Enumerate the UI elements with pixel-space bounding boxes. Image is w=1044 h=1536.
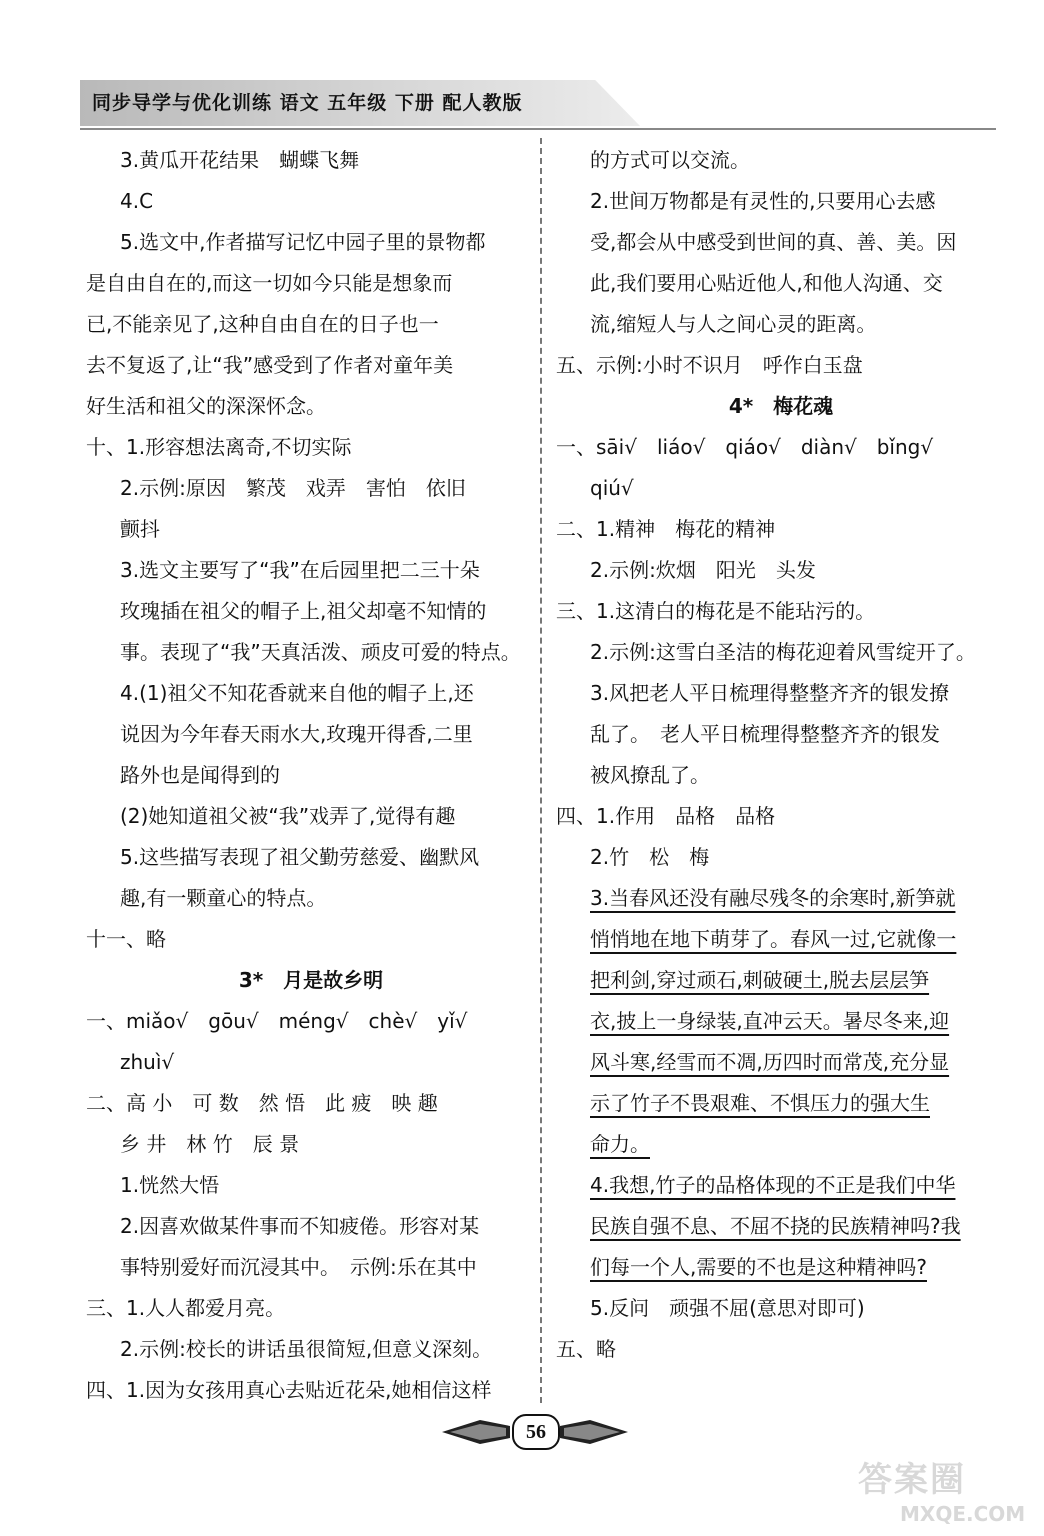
- answer-line-text: 2.因喜欢做某件事而不知疲倦。形容对某: [120, 1214, 480, 1238]
- answer-line-text: 3.风把老人平日梳理得整整齐齐的银发撩: [590, 681, 950, 705]
- answer-line-text: 2.示例:这雪白圣洁的梅花迎着风雪绽开了。: [590, 640, 976, 664]
- answer-line: [556, 1165, 1006, 1206]
- answer-line-text: 此,我们要用心贴近他人,和他人沟通、交: [590, 271, 943, 295]
- answer-line: [556, 1288, 1006, 1329]
- answer-line-text: 5.这些描写表现了祖父勤劳慈爱、幽默风: [120, 845, 480, 869]
- answer-line: [86, 1124, 536, 1165]
- answer-line: [86, 632, 536, 673]
- answer-line-text: 一、sāi√ liáo√ qiáo√ diàn√ bǐng√: [556, 435, 934, 459]
- answer-line-text: 流,缩短人与人之间心灵的距离。: [590, 312, 877, 336]
- column-divider: [540, 138, 542, 1403]
- answer-line: [556, 1206, 1006, 1247]
- answer-line-text: (2)她知道祖父被“我”戏弄了,觉得有趣: [120, 804, 456, 828]
- answer-line-text: 已,不能亲见了,这种自由自在的日子也一: [86, 312, 439, 336]
- answer-line-text: 2.世间万物都是有灵性的,只要用心去感: [590, 189, 936, 213]
- answer-line-text: 3* 月是故乡明: [238, 968, 384, 992]
- answer-line-text: 四、1.作用 品格 品格: [556, 804, 776, 828]
- answer-line: [86, 550, 536, 591]
- answer-line-text: 乡 井 林 竹 辰 景: [120, 1132, 300, 1156]
- answer-line: [86, 591, 536, 632]
- answer-line-text: 二、1.精神 梅花的精神: [556, 517, 776, 541]
- answer-line: [86, 837, 536, 878]
- answer-line: [556, 714, 1006, 755]
- answer-line: [86, 1165, 536, 1206]
- watermark-url: MXQE.COM: [900, 1502, 1026, 1526]
- answer-line: [556, 263, 1006, 304]
- answer-line: [86, 222, 536, 263]
- answer-line: [86, 1001, 536, 1042]
- answer-line: [556, 1329, 1006, 1370]
- answer-line-text: 乱了。 老人平日梳理得整整齐齐的银发: [590, 722, 940, 746]
- answer-line: [86, 1083, 536, 1124]
- answer-line-text: 受,都会从中感受到世间的真、善、美。因: [590, 230, 957, 254]
- answer-line-text: 2.示例:校长的讲话虽很简短,但意义深刻。: [120, 1337, 493, 1361]
- answer-line-text: zhuì√: [120, 1050, 175, 1074]
- answer-line-text: 2.示例:炊烟 阳光 头发: [590, 558, 816, 582]
- answer-line-text: 民族自强不息、不屈不挠的民族精神吗?我: [590, 1214, 961, 1238]
- answer-line-text: 示了竹子不畏艰难、不惧压力的强大生: [590, 1091, 930, 1115]
- answer-line: [86, 1247, 536, 1288]
- answer-line-text: qiú√: [590, 476, 634, 500]
- answer-line: [556, 1247, 1006, 1288]
- answer-line-text: 3.黄瓜开花结果 蝴蝶飞舞: [120, 148, 360, 172]
- answer-line-text: 5.选文中,作者描写记忆中园子里的景物都: [120, 230, 486, 254]
- answer-line: [86, 1288, 536, 1329]
- answer-line: [556, 222, 1006, 263]
- watermark-logo: 答案圈: [858, 1460, 966, 1500]
- answer-line: [556, 837, 1006, 878]
- answer-line: [86, 673, 536, 714]
- answer-line-text: 5.反问 顽强不屈(意思对即可): [590, 1296, 865, 1320]
- answer-line: [86, 796, 536, 837]
- answer-line: [86, 1042, 536, 1083]
- answer-line: [556, 468, 1006, 509]
- answer-line: [556, 796, 1006, 837]
- answer-line: [556, 632, 1006, 673]
- answer-line-text: 路外也是闻得到的: [120, 763, 280, 787]
- answer-line: [556, 550, 1006, 591]
- answer-line: [86, 1206, 536, 1247]
- answer-line-text: 四、1.因为女孩用真心去贴近花朵,她相信这样: [86, 1378, 492, 1402]
- answer-line-text: 事特别爱好而沉浸其中。 示例:乐在其中: [120, 1255, 477, 1279]
- answer-line: [556, 304, 1006, 345]
- answer-line-text: 说因为今年春天雨水大,玫瑰开得香,二里: [120, 722, 473, 746]
- section-heading: [86, 960, 536, 1001]
- answer-line-text: 4.C: [120, 189, 154, 213]
- answer-line: [86, 181, 536, 222]
- answer-line-text: 4* 梅花魂: [728, 394, 834, 418]
- answer-line: [86, 714, 536, 755]
- right-column: [556, 140, 1006, 1370]
- answer-line-text: 趣,有一颗童心的特点。: [120, 886, 327, 910]
- answer-line: [556, 919, 1006, 960]
- answer-line-text: 三、1.人人都爱月亮。: [86, 1296, 286, 1320]
- answer-line-text: 悄悄地在地下萌芽了。春风一过,它就像一: [590, 927, 957, 951]
- answer-line: [86, 304, 536, 345]
- answer-line-text: 五、略: [556, 1337, 616, 1361]
- answer-line-text: 把利剑,穿过顽石,刺破硬土,脱去层层笋: [590, 968, 930, 992]
- answer-line-text: 颤抖: [120, 517, 160, 541]
- answer-line-text: 风斗寒,经雪而不凋,历四时而常茂,充分显: [590, 1050, 950, 1074]
- answer-line: [86, 878, 536, 919]
- answer-line-text: 五、示例:小时不识月 呼作白玉盘: [556, 353, 863, 377]
- answer-line-text: 3.选文主要写了“我”在后园里把二三十朵: [120, 558, 480, 582]
- page-number-ornament: [440, 1412, 630, 1452]
- answer-line-text: 衣,披上一身绿装,直冲云天。暑尽冬来,迎: [590, 1009, 950, 1033]
- answer-line: [556, 345, 1006, 386]
- answer-line-text: 的方式可以交流。: [590, 148, 750, 172]
- answer-line: [556, 673, 1006, 714]
- answer-line-text: 二、高 小 可 数 然 悟 此 疲 映 趣: [86, 1091, 438, 1115]
- answer-line: [556, 181, 1006, 222]
- answer-line: [86, 427, 536, 468]
- header-rule: [80, 128, 996, 130]
- answer-line-text: 1.恍然大悟: [120, 1173, 220, 1197]
- answer-line: [556, 427, 1006, 468]
- answer-line-text: 4.我想,竹子的品格体现的不正是我们中华: [590, 1173, 956, 1197]
- answer-line: [556, 755, 1006, 796]
- answer-line: [556, 140, 1006, 181]
- answer-line-text: 三、1.这清白的梅花是不能玷污的。: [556, 599, 876, 623]
- header-title: 同步导学与优化训练 语文 五年级 下册 配人教版: [92, 92, 523, 114]
- answer-line-text: 命力。: [590, 1132, 650, 1156]
- answer-line: [86, 386, 536, 427]
- answer-line: [556, 878, 1006, 919]
- answer-line-text: 是自由自在的,而这一切如今只能是想象而: [86, 271, 453, 295]
- answer-line: [556, 509, 1006, 550]
- answer-line-text: 玫瑰插在祖父的帽子上,祖父却毫不知情的: [120, 599, 487, 623]
- answer-line-text: 4.(1)祖父不知花香就来自他的帽子上,还: [120, 681, 474, 705]
- left-column: [86, 140, 536, 1411]
- answer-line: [556, 591, 1006, 632]
- answer-line-text: 被风撩乱了。: [590, 763, 710, 787]
- answer-line: [86, 509, 536, 550]
- answer-line-text: 2.示例:原因 繁茂 戏弄 害怕 依旧: [120, 476, 466, 500]
- answer-line-text: 一、miǎo√ gōu√ méng√ chè√ yǐ√: [86, 1009, 468, 1033]
- answer-line: [86, 1370, 536, 1411]
- answer-line: [556, 1042, 1006, 1083]
- answer-line: [556, 960, 1006, 1001]
- answer-line: [86, 345, 536, 386]
- answer-line: [556, 1001, 1006, 1042]
- section-heading: [556, 386, 1006, 427]
- answer-line-text: 十、1.形容想法离奇,不切实际: [86, 435, 352, 459]
- answer-line-text: 十一、略: [86, 927, 166, 951]
- answer-line: [86, 919, 536, 960]
- answer-line: [86, 1329, 536, 1370]
- answer-line: [86, 140, 536, 181]
- answer-line: [556, 1083, 1006, 1124]
- answer-line-text: 3.当春风还没有融尽残冬的余寒时,新笋就: [590, 886, 956, 910]
- answer-line-text: 事。表现了“我”天真活泼、顽皮可爱的特点。: [120, 640, 521, 664]
- answer-line-text: 去不复返了,让“我”感受到了作者对童年美: [86, 353, 454, 377]
- answer-line: [86, 263, 536, 304]
- answer-line-text: 们每一个人,需要的不也是这种精神吗?: [590, 1255, 927, 1279]
- page-number: 56: [512, 1414, 560, 1450]
- answer-line: [556, 1124, 1006, 1165]
- answer-line-text: 2.竹 松 梅: [590, 845, 710, 869]
- answer-line-text: 好生活和祖父的深深怀念。: [86, 394, 326, 418]
- answer-line: [86, 468, 536, 509]
- answer-line: [86, 755, 536, 796]
